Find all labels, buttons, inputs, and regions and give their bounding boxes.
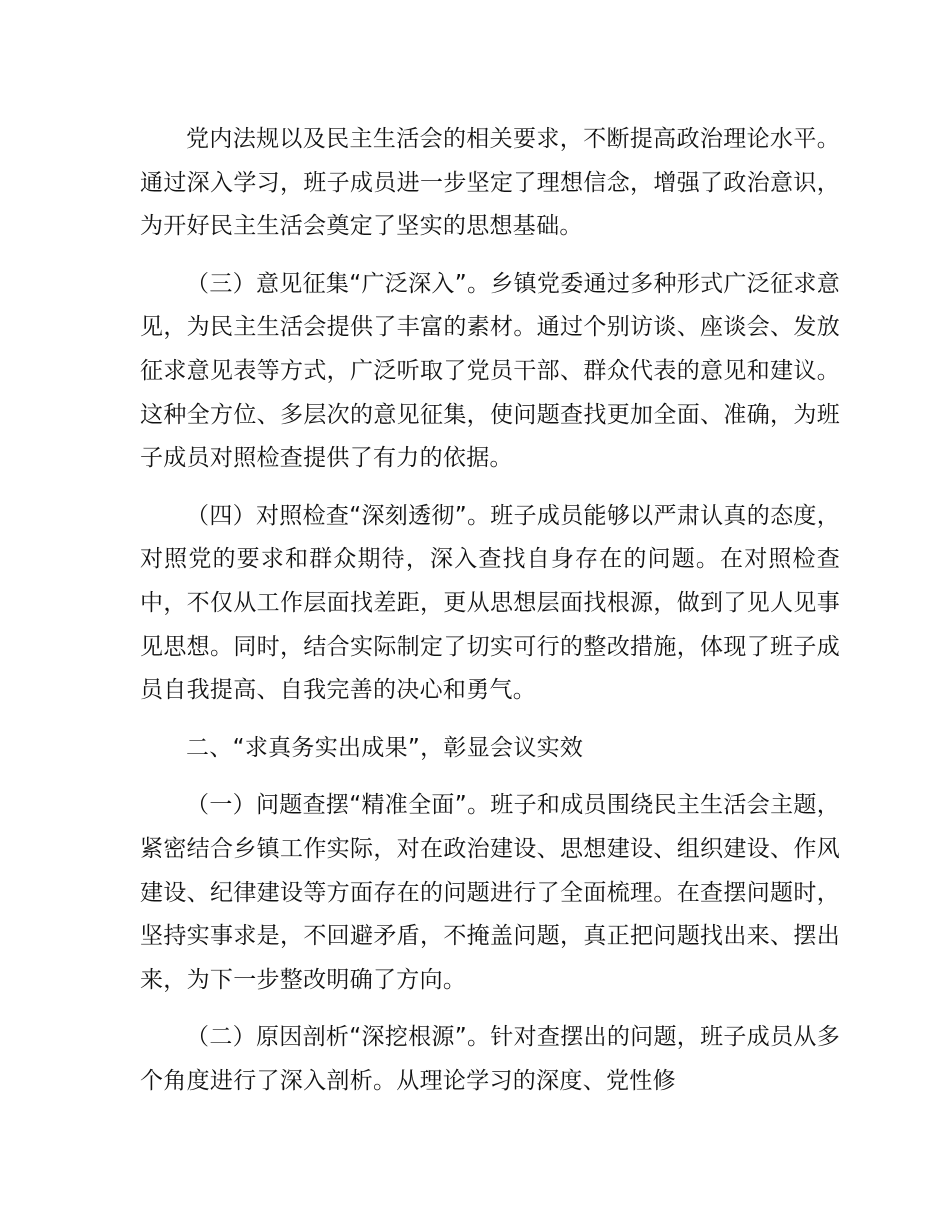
paragraph-comparison-check: （四）对照检查“深刻透彻”。班子成员能够以严肃认真的态度，对照党的要求和群众期待，深入查找自身存在的问题。在对照检查中，不仅从工作层面找差距，更从思想层面找根源，做到了见人见事见思想。同时，结合实际制定了切实可行的整改措施，体现了班子成员自我提高、自我完善的决心和勇气。 [140, 502, 840, 704]
paragraph-opinion-collection: （三）意见征集“广泛深入”。乡镇党委通过多种形式广泛征求意见，为民主生活会提供了丰富的素材。通过个别访谈、座谈会、发放征求意见表等方式，广泛听取了党员干部、群众代表的意见和建议。这种全方位、多层次的意见征集，使问题查找更加全面、准确，为班子成员对照检查提供了有力的依据。 [140, 270, 840, 472]
paragraph-problem-review: （一）问题查摆“精准全面”。班子和成员围绕民主生活会主题，紧密结合乡镇工作实际，对在政治建设、思想建设、组织建设、作风建设、纪律建设等方面存在的问题进行了全面梳理。在查摆问题时，坚持实事求是，不回避矛盾，不掩盖问题，真正把问题找出来、摆出来，为下一步整改明确了方向。 [140, 792, 840, 993]
section-heading-results: 二、“求真务实出成果”，彰显会议实效 [186, 734, 584, 761]
paragraph-continued: 党内法规以及民主生活会的相关要求，不断提高政治理论水平。通过深入学习，班子成员进一步坚定了理想信念，增强了政治意识，为开好民主生活会奠定了坚实的思想基础。 [140, 126, 840, 240]
document-body [140, 118, 840, 1117]
paragraph-cause-analysis: （二）原因剖析“深挖根源”。针对查摆出的问题，班子成员从多个角度进行了深入剖析。从理论学习的深度、党性修 [140, 1024, 840, 1094]
